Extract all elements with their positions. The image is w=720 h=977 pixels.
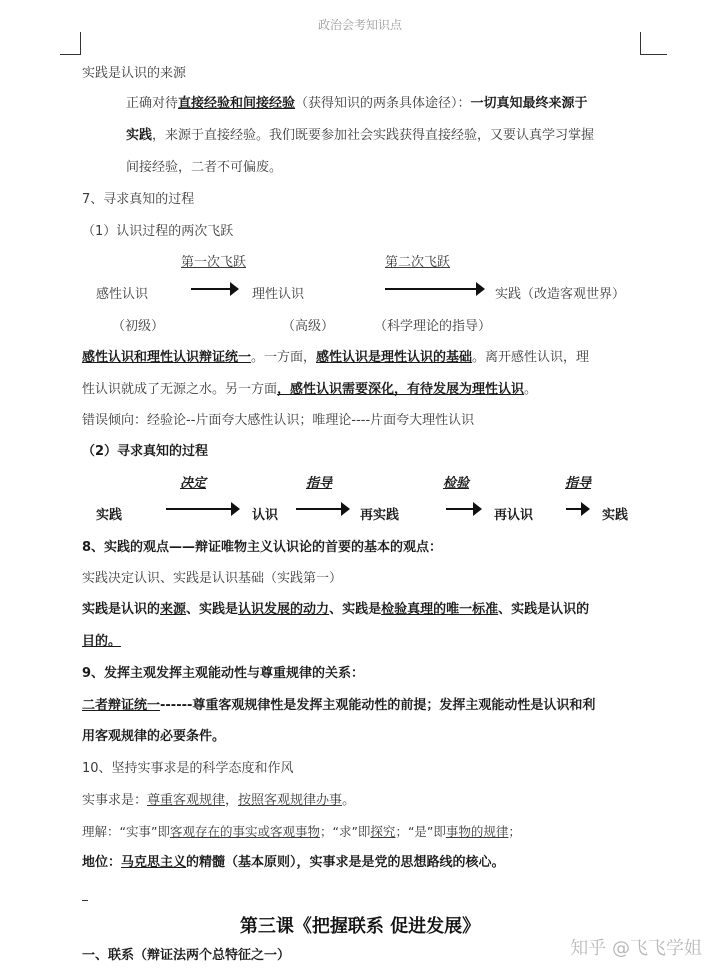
flow-arrow-3 <box>446 508 480 510</box>
key-term-explore: 探究 <box>370 824 396 839</box>
text: 。 <box>524 382 538 397</box>
key-term-basis: 感性认识是理性认识的基础 <box>316 350 473 365</box>
text: ； <box>508 824 521 839</box>
heading-practice-source: 实践是认识的来源 <box>82 66 187 81</box>
section9-title: 9、发挥主观发挥主观能动性与尊重规律的关系： <box>82 666 365 681</box>
key-term-experience: 直接经验和间接经验 <box>178 96 296 111</box>
key-term-dialectic: 感性认识和理性认识辩证统一 <box>82 350 252 365</box>
key-term-truth-source: 一切真知最终来源于 <box>470 96 588 111</box>
section10-title: 10、坚持实事求是的科学态度和作风 <box>82 761 294 776</box>
level-advanced: （高级） <box>282 319 335 334</box>
lesson-title: 第三课《把握联系 促进发展》 <box>239 916 481 937</box>
arrow-leap1 <box>191 288 237 290</box>
leap1-label: 第一次飞跃 <box>181 255 247 270</box>
arrow-leap2 <box>385 288 483 290</box>
paragraph-experience-line3: 间接经验，二者不可偏废。 <box>126 160 283 175</box>
flow-label-guide2: 指导 <box>565 476 592 491</box>
level-primary: （初级） <box>112 319 165 334</box>
text: 理解：“实事”即 <box>82 824 170 839</box>
key-term-motive: 认识发展的动力 <box>238 602 330 617</box>
paragraph-experience-line2 <box>126 126 594 146</box>
text: ，来源于直接经验。我们既要参加社会实践获得直接经验，又要认真学习掌握 <box>152 128 595 143</box>
text: ；“求”即 <box>319 824 371 839</box>
section8-line3: 目的。 <box>82 634 122 649</box>
watermark: 知乎 @飞飞学姐 <box>570 938 702 959</box>
section8-line1: 实践决定认识、实践是认识基础（实践第一） <box>82 571 343 586</box>
dialectic-line1 <box>82 348 589 368</box>
key-term-deepen: ，感性认识需要深化，有待发展为理性认识 <box>277 382 525 397</box>
text: ------尊重客观规律性是发挥主观能动性的前提；发挥主观能动性是认识和利 <box>160 698 596 713</box>
text: 性认识就成了无源之水。另一方面 <box>82 382 278 397</box>
text: ；“是”即 <box>395 824 446 839</box>
text: 实事求是： <box>82 793 148 808</box>
section8-title: 8、实践的观点——辩证唯物主义认识论的首要的基本的观点： <box>82 540 443 555</box>
error-tendency: 错误倾向：经验论--片面夸大感性认识；唯理论----片面夸大理性认识 <box>82 413 475 428</box>
flow-label-test: 检验 <box>443 476 470 491</box>
stray-dash <box>82 900 88 901</box>
section10-definition <box>82 791 355 811</box>
flow-arrow-4 <box>566 508 588 510</box>
text: 正确对待 <box>126 96 179 111</box>
text: 、实践是 <box>186 602 239 617</box>
flow-label-decide: 决定 <box>180 476 207 491</box>
key-term-unity: 二者辩证统一 <box>82 698 161 713</box>
flow-node-repractice: 再实践 <box>360 508 400 523</box>
key-term-practice: 实践 <box>126 128 153 143</box>
flow-arrow-2 <box>296 508 348 510</box>
corner-mark-left <box>60 32 81 55</box>
paragraph-experience-line1 <box>126 94 588 114</box>
section7-sub2: （2）寻求真知的过程 <box>82 444 209 459</box>
key-term-source: 来源 <box>160 602 187 617</box>
flow-node-practice-end: 实践 <box>602 508 629 523</box>
flow-node-practice: 实践 <box>96 508 123 523</box>
leap2-label: 第二次飞跃 <box>385 255 451 270</box>
section10-understanding <box>82 822 521 842</box>
key-term-standard: 检验真理的唯一标准 <box>381 602 499 617</box>
dialectic-line2 <box>82 380 537 400</box>
section10-status <box>82 853 505 873</box>
text: 。离开感性认识，理 <box>472 350 590 365</box>
flow-label-guide1: 指导 <box>306 476 333 491</box>
flow-node-cognition: 认识 <box>252 508 279 523</box>
text: ， <box>225 793 239 808</box>
text: 。一方面， <box>251 350 317 365</box>
key-term-respect: 尊重客观规律 <box>147 793 226 808</box>
key-term-marxism: 马克思主义 <box>121 855 187 870</box>
node-practice-world: 实践（改造客观世界） <box>495 287 626 302</box>
text: 、实践是 <box>329 602 382 617</box>
node-rational: 理性认识 <box>252 287 305 302</box>
lesson-item1: 一、联系（辩证法两个总特征之一） <box>82 948 291 963</box>
section7-title: 7、寻求真知的过程 <box>82 192 195 207</box>
flow-arrow-1 <box>166 508 238 510</box>
node-perceptual: 感性认识 <box>96 287 149 302</box>
key-term-follow: 按照客观规律办事 <box>238 793 343 808</box>
page-header: 政治会考知识点 <box>317 18 402 32</box>
text: 地位： <box>82 855 122 870</box>
text: 实践是认识的 <box>82 602 161 617</box>
text: 、实践是认识的 <box>498 602 590 617</box>
text: 。 <box>342 793 356 808</box>
text: 的精髓（基本原则），实事求是是党的思想路线的核心。 <box>186 855 505 870</box>
section9-line2: 用客观规律的必要条件。 <box>82 729 226 744</box>
section8-line2 <box>82 600 589 620</box>
corner-mark-right <box>640 32 667 55</box>
level-theory: （科学理论的指导） <box>374 319 492 334</box>
text: （获得知识的两条具体途径）： <box>295 96 471 111</box>
key-term-law: 事物的规律 <box>445 824 509 839</box>
section7-sub1: （1）认识过程的两次飞跃 <box>82 224 234 239</box>
section9-line1 <box>82 696 595 716</box>
key-term-fact: 客观存在的事实或客观事物 <box>169 824 320 839</box>
flow-node-recognition: 再认识 <box>494 508 534 523</box>
